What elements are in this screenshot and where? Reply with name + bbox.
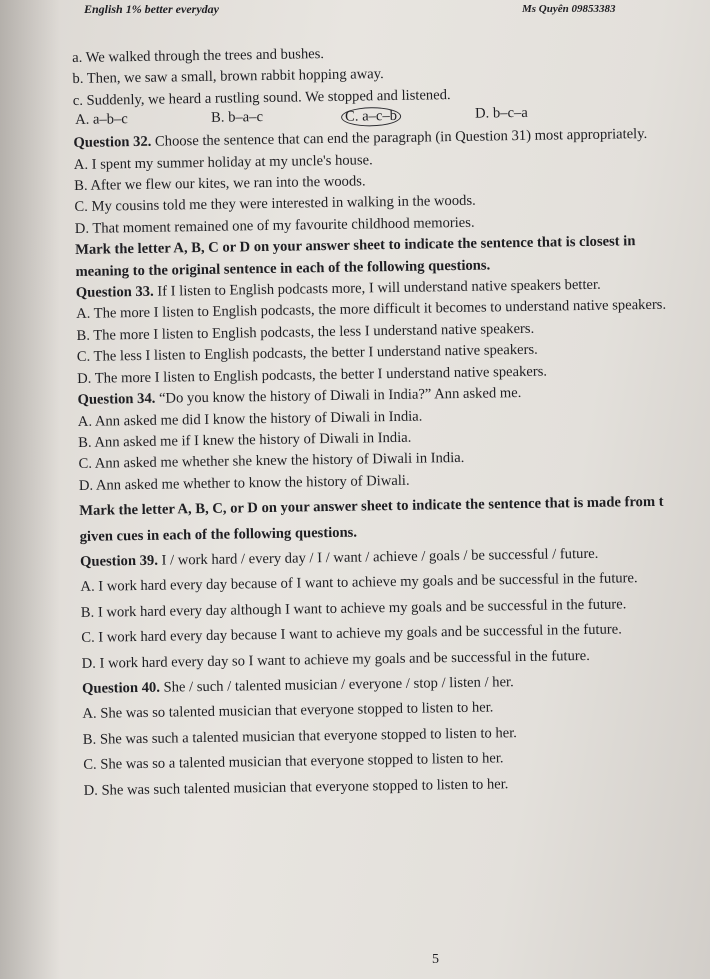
q39-label: Question 39. xyxy=(79,552,159,570)
page-shadow xyxy=(0,0,60,979)
q33-option-d: D. The more I listen to English podcasts, the better I understand native speakers. xyxy=(77,363,548,387)
q33-option-c: C. The less I listen to English podcasts, the better I understand native speakers. xyxy=(76,342,538,366)
q31-option-a: A. a–b–c xyxy=(75,111,128,129)
q31-option-b: B. b–a–c xyxy=(210,109,264,127)
q40-option-b: B. She was such a talented musician that everyone stopped to listen to her. xyxy=(82,724,518,748)
q40-text: She / such / talented musician / everyone / stop / listen / her. xyxy=(159,674,514,696)
q31-line-a: a. We walked through the trees and bushes. xyxy=(72,46,325,66)
q40-option-a: A. She was so talented musician that everyone stopped to listen to her. xyxy=(82,699,494,723)
q40-option-d: D. She was such talented musician that everyone stopped to listen to her. xyxy=(83,775,509,799)
q39-text: I / work hard / every day / I / want / achieve / goals / be successful / future. xyxy=(157,545,599,569)
q31-line-b: b. Then, we saw a small, brown rabbit hopping away. xyxy=(72,66,384,88)
q34-option-b: B. Ann asked me if I knew the history of Diwali in India. xyxy=(78,429,412,451)
q40-option-c: C. She was so a talented musician that everyone stopped to listen to her. xyxy=(83,750,504,774)
page-number: 5 xyxy=(432,952,439,967)
instruction-2-line-1: Mark the letter A, B, C, or D on your answer sheet to indicate the sentence that is made from t xyxy=(79,493,664,520)
q32-option-b: B. After we flew our kites, we ran into the woods. xyxy=(74,173,366,195)
q31-option-c-circled: C. a–c–b xyxy=(341,107,401,127)
header-right: Ms Quyên 09853383 xyxy=(522,3,616,15)
instruction-1-line-2: meaning to the original sentence in each of the following questions. xyxy=(75,257,491,280)
q40-label: Question 40. xyxy=(81,679,161,697)
q32-text: Choose the sentence that can end the paragraph (in Question 31) most appropriately. xyxy=(151,126,648,150)
q32-option-c: C. My cousins told me they were interested in walking in the woods. xyxy=(74,193,476,216)
header-left: English 1% better everyday xyxy=(84,2,219,16)
instruction-2-line-2: given cues in each of the following questions. xyxy=(79,524,358,545)
q33-label: Question 33. xyxy=(75,283,154,302)
q33-text: If I listen to English podcasts more, I will understand native speakers better. xyxy=(153,276,601,300)
q32-label: Question 32. xyxy=(73,133,152,152)
instruction-1-line-1: Mark the letter A, B, C or D on your answer sheet to indicate the sentence that is closest in xyxy=(75,233,636,259)
q33-option-b: B. The more I listen to English podcasts, the less I understand native speakers. xyxy=(76,320,535,344)
q32-option-a: A. I spent my summer holiday at my uncle's house. xyxy=(73,151,373,173)
q39-option-a: A. I work hard every day because of I want to achieve my goals and be successful in the future. xyxy=(80,570,638,596)
q31-option-d: D. b–c–a xyxy=(474,105,528,122)
q33-option-a: A. The more I listen to English podcasts, the more difficult it becomes to understand native speakers. xyxy=(76,297,667,323)
q32-option-d: D. That moment remained one of my favourite childhood memories. xyxy=(74,214,475,237)
q34-text: “Do you know the history of Diwali in India?” Ann asked me. xyxy=(155,385,522,407)
q34-option-a: A. Ann asked me did I know the history of Diwali in India. xyxy=(77,408,423,430)
q31-line-c: c. Suddenly, we heard a rustling sound. We stopped and listened. xyxy=(72,86,451,109)
q34-option-d: D. Ann asked me whether to know the history of Diwali. xyxy=(78,472,410,494)
q39-option-b: B. I work hard every day although I want to achieve my goals and be successful in the future. xyxy=(80,596,627,621)
q39-option-d: D. I work hard every day so I want to achieve my goals and be successful in the future. xyxy=(81,647,590,672)
exam-content xyxy=(72,38,710,802)
q34-label: Question 34. xyxy=(77,390,156,409)
q31-option-c xyxy=(345,107,401,127)
q34-option-c: C. Ann asked me whether she knew the history of Diwali in India. xyxy=(78,450,465,473)
q39-option-c: C. I work hard every day because I want to achieve my goals and be successful in the future. xyxy=(81,621,622,647)
